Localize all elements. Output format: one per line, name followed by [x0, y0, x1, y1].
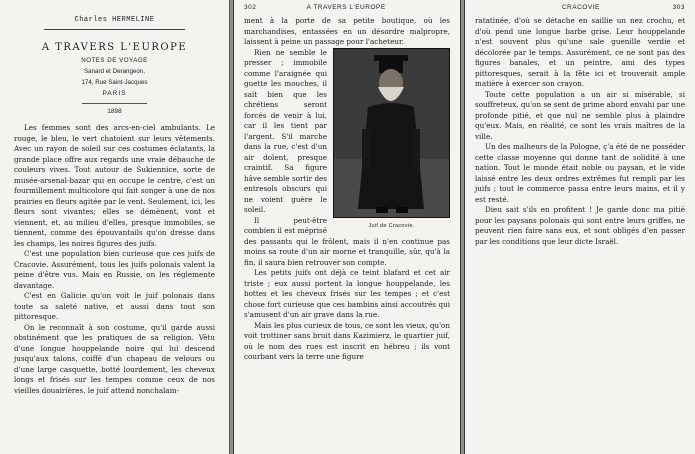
publication-year: 1898 [107, 108, 122, 115]
page-body-text [244, 16, 450, 363]
page-number: 302 [244, 4, 257, 11]
paragraph: Il peut-être combien il est méprisé des passants qui le frôlent, mais il n'en continue pas moins sa route d'un air morne et tranquille, sûr, qu'à la fin, il saura bien retrouver son compte. [244, 215, 450, 267]
page-body-text [475, 16, 685, 247]
paragraph: Dieu sait s'ils en profitent ! Je garde donc ma pitié pour les paysans polonais qui sont entre leurs griffes, ne peuvent rien faire sans eux, et sont obligés d'en passer par les conditions que leur dicte Israël. [475, 205, 685, 246]
portrait-photo [333, 48, 450, 218]
figure-caption: Juif de Cracovie. [368, 222, 415, 229]
title-page-block [14, 16, 215, 115]
running-title: CRACOVIE [561, 4, 600, 11]
running-header [475, 4, 685, 11]
book-page-middle [233, 0, 461, 454]
book-page-left [0, 0, 230, 454]
paragraph: Les petits juifs ont déjà ce teint blafard et cet air triste ; eux aussi portent la longue houppelande, les bottes et les cheveux frisés sur les tempes ; et c'est chose fort curieuse que ces bambins ainsi accoutrés qui s'amusent d'un air grave dans la rue. [244, 268, 450, 319]
running-title: A TRAVERS L'EUROPE [306, 4, 386, 11]
paragraph: Un des malheurs de la Pologne, ç'a été de ne posséder cette classe moyenne qui donne tant de solidité à une nation. Tout le monde était noble ou paysan, et le vide laissé entre les deux ordres extrêmes fut rempli par les juifs ; tout le commerce passa entre leurs mains, et il y est resté. [475, 142, 685, 204]
paragraph: Les femmes sont des arcs-en-ciel ambulants. Le rouge, le bleu, le vert chatoient sur leurs vêtements. Avec un rayon de soleil sur ces costumes éclatants, la grande place offre aux regards une vraie débauche de couleurs vives. Tout autour de Sukiennice, sorte de musée-arsenal-bazar qui en occupe le centre, c'est un fourmillement multicolore qui fait songer à une de nos prairies en fleurs agitée par le vent. Seulement, ici, les fleurs sont vivantes; elles se démènent, vont et viennent, et, au milieu d'elles, presque immobiles, se tiennent, comme des épouvantails qu'on dresse dans les champs, les noires figures des juifs. [14, 123, 215, 248]
paragraph: ment à la porte de sa petite boutique, où les marchandises, entassées en un désordre malpropre, laissent à peine un passage pour l'acheteur. [244, 16, 450, 46]
page-body-text [14, 123, 215, 396]
divider [44, 29, 185, 30]
book-page-right [464, 0, 695, 454]
paragraph: C'est en Galicie qu'on voit le juif polonais dans toute sa saleté native, et aussi dans tout son pittoresque. [14, 291, 215, 321]
running-header [244, 4, 450, 11]
page-number: 303 [672, 4, 685, 11]
paragraph: ratatinée, d'où se détache en saillie un nez crochu, et d'où pend une longue barbe grise. Leur houppelande n'est souvent plus qu'une sale guenille verdie et décolorée par le temps. Assurément, ce ne sont pas des figures banales, et un peintre, ami des types pittoresques, serait à la fête ici et trouverait ample matière à exercer son crayon. [475, 16, 685, 88]
portrait-illustration [334, 49, 449, 217]
publisher-city: PARIS [102, 90, 127, 97]
paragraph: C'est une population bien curieuse que ces juifs de Cracovie. Assurément, tous les juifs polonais valent la peine d'être vus. Mais en Russie, on les réglemente davantage. [14, 249, 215, 290]
publisher-address: 174, Rue Saint-Jacques [81, 79, 148, 86]
book-title: A TRAVERS L'EUROPE [41, 42, 188, 53]
publisher: Sanard et Derangeon, [84, 68, 145, 75]
paragraph: Rien ne semble le presser ; immobile comme l'araignée qui guette les mouches, il sait bien que les chrétiens seront forcés de venir à lui, car il les tient par l'argent. S'il marche dans la rue, c'est d'un air dolent, presque craintif. Sa figure hâve semble sortir des entresols obscurs qui ne voient guère le soleil. [244, 47, 327, 214]
divider [82, 103, 146, 104]
book-subtitle: NOTES DE VOYAGE [81, 57, 148, 64]
paragraph: On le reconnaît à son costume, qu'il garde aussi obstinément que les pratiques de sa religion. Vêtu d'une longue houppelande noire qui lui descend jusqu'aux talons, coiffé d'un chapeau de velours ou d'une large casquette, botté lourdement, les cheveux longs et frisés sur les tempes comme ceux de nos vieilles douairières, le juif attend nonchalam- [14, 322, 215, 395]
paragraph: Mais les plus curieux de tous, ce sont les vieux, qu'on voit trottiner sans bruit dans Kazimierz, le quartier juif, où le nom des rues est inscrit en hébreu ; ils vont courbant vers la terre une figure [244, 320, 450, 361]
author-name: Charles HERMELINE [74, 16, 155, 24]
paragraph: Toute cette population a un air si misérable, si souffreteux, qu'on se sent de prime abord envahi par une profonde pitié, et que nul ne semble plus à plaindre qu'eux. Mais, en réalité, ce sont les vrais maîtres de la ville. [475, 89, 685, 141]
figure [333, 48, 450, 232]
